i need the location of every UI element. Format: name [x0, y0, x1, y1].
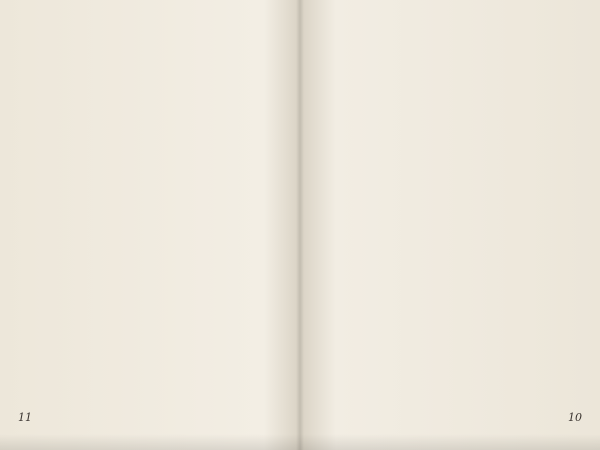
- right-page-text-block: [318, 44, 578, 392]
- page-bottom-shadow: [0, 434, 600, 450]
- right-page: [312, 10, 590, 430]
- left-page-text-block: [22, 44, 276, 392]
- left-page: [10, 10, 288, 430]
- book-gutter: [296, 0, 304, 450]
- right-page-number: 10: [568, 411, 582, 424]
- left-page-number: 11: [18, 411, 32, 424]
